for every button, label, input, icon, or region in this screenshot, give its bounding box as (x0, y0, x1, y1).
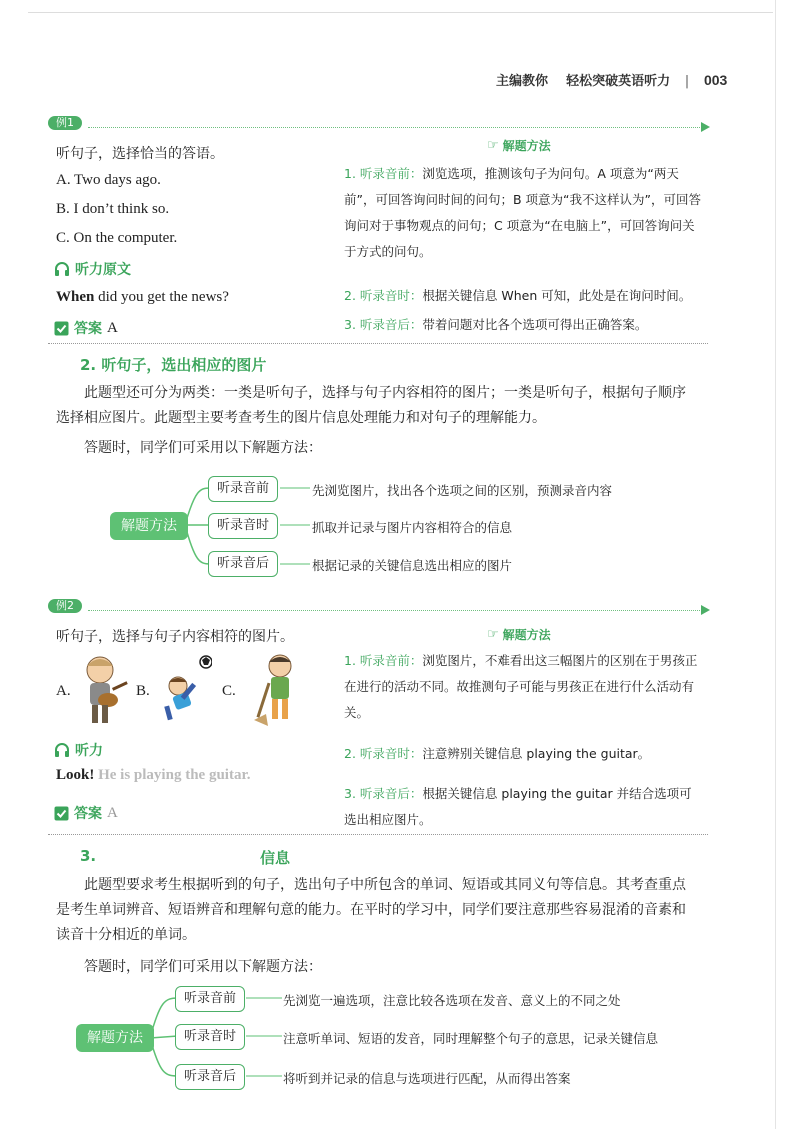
section2-paragraph: 此题型还可分为两类：一类是听句子，选择与句子内容相符的图片；一类是听句子，根据句子顺序选择相应图片。此题型主要考查考生的图片信息处理能力和对句子的理解能力。 (56, 385, 686, 426)
transcript-heading-text: 听力 (75, 743, 103, 759)
example1-method-heading (487, 137, 551, 154)
checkbox-icon (54, 806, 69, 821)
mindmap2-branch-during: 听录音时 (175, 1024, 245, 1050)
transcript-heading-text: 听力原文 (75, 262, 131, 278)
mindmap1-desc-during: 抓取并记录与图片内容相符合的信息 (312, 520, 513, 535)
mindmap2-center: 解题方法 (76, 1024, 154, 1052)
boy-sweeping-image (252, 652, 308, 728)
mindmap1-branch-after: 听录音后 (208, 551, 278, 577)
mindmap1-branch-during: 听录音时 (208, 513, 278, 539)
step-label: 2. 听录音时： (344, 746, 423, 761)
example2-option-label-a: A. (56, 683, 71, 699)
example1-step-3 (344, 312, 704, 338)
answer-label: 答案 (74, 321, 102, 337)
pointing-hand-icon: ☞ (487, 627, 499, 642)
mindmap1-desc-after: 根据记录的关键信息选出相应的图片 (312, 558, 513, 573)
example2-option-label-b: B. (136, 683, 150, 699)
section3-title-start: 3. (80, 847, 97, 865)
example2-answer (54, 803, 118, 823)
divider (88, 127, 708, 128)
example1-tag: 例1 (48, 116, 82, 130)
step-text: 浏览图片，不难看出这三幅图片的区别在于男孩正在进行的活动不同。故推测句子可能与男孩正在进行什么活动有关。 (344, 653, 698, 720)
answer-label: 答案 (74, 806, 102, 822)
method-heading-text: 解题方法 (502, 139, 551, 153)
mindmap2-desc-before: 先浏览一遍选项，注意比较各选项在发音、意义上的不同之处 (283, 993, 621, 1008)
step-text: 浏览选项，推测该句子为问句。A 项意为“两天前”，可回答询问时间的问句；B 项意为“我不这样认为”，可回答询问对于事物观点的问句；C 项意为“在电脑上”，可回答询问关于方式的问句。 (344, 166, 701, 259)
example2-instruction: 听句子，选择与句子内容相符的图片。 (56, 629, 294, 645)
example1-option-b: B. I don’t think so. (56, 201, 170, 217)
example2-bar (48, 599, 708, 613)
example2-transcript-heading (54, 740, 103, 760)
example2-method-heading (487, 626, 551, 643)
checkbox-icon (54, 321, 69, 336)
book-title: 轻松突破英语听力 (566, 74, 671, 89)
example2-transcript (56, 767, 250, 784)
example2-step-1 (344, 648, 704, 726)
step-label: 1. 听录音前： (344, 166, 423, 181)
boy-playing-guitar-image (74, 652, 130, 728)
divider (88, 610, 708, 611)
step-label: 1. 听录音前： (344, 653, 423, 668)
example2-step-3 (344, 781, 704, 833)
example1-answer (54, 318, 118, 338)
example1-option-a: A. Two days ago. (56, 172, 161, 188)
section3-paragraph: 此题型要求考生根据听到的句子，选出句子中所包含的单词、短语或其同义句等信息。其考查重点是考生单词辨音、短语辨音和理解句意的能力。在平时的学习中，同学们要注意那些容易混淆的音素和读音十分相近的单词。 (56, 877, 686, 943)
mindmap1-desc-before: 先浏览图片，找出各个选项之间的区别，预测录音内容 (312, 483, 613, 498)
mindmap2-desc-after: 将听到并记录的信息与选项进行匹配，从而得出答案 (283, 1071, 571, 1086)
mindmap2-desc-during: 注意听单词、短语的发音，同时理解整个句子的意思，记录关键信息 (283, 1031, 659, 1046)
page-edge (775, 0, 776, 1129)
step-label: 2. 听录音时： (344, 288, 423, 303)
step-label: 3. 听录音后： (344, 317, 423, 332)
transcript-rest: did you get the news? (94, 289, 229, 305)
transcript-faded: He is playing the guitar. (98, 767, 251, 783)
method-heading-text: 解题方法 (502, 628, 551, 642)
example2-option-label-c: C. (222, 683, 236, 699)
example1-transcript (56, 289, 229, 306)
section2-method-intro: 答题时，同学们可采用以下解题方法： (84, 440, 322, 456)
example1-transcript-heading (54, 259, 131, 279)
arrow-icon (701, 122, 710, 132)
example2-tag: 例2 (48, 599, 82, 613)
section3-method-intro: 答题时，同学们可采用以下解题方法： (84, 959, 322, 975)
step-text: 根据关键信息 playing the guitar 并结合选项可选出相应图片。 (344, 786, 692, 827)
answer-value: A (107, 319, 118, 336)
section3-title-end: 信息 (260, 849, 291, 867)
pointing-hand-icon: ☞ (487, 138, 499, 153)
step-text: 带着问题对比各个选项可得出正确答案。 (422, 317, 648, 332)
transcript-keyword: When (56, 289, 95, 305)
example2-step-2 (344, 741, 704, 767)
headphones-icon (54, 261, 70, 277)
arrow-icon (701, 605, 710, 615)
example1-step-2 (344, 283, 704, 309)
section2-title: 2. 听句子，选出相应的图片 (80, 356, 267, 374)
series-name: 主编教你 (496, 74, 549, 89)
mindmap2-branch-before: 听录音前 (175, 986, 245, 1012)
example1-instruction: 听句子，选择恰当的答语。 (56, 146, 224, 162)
page-number: 003 (703, 72, 728, 88)
answer-value: A (107, 804, 118, 821)
mindmap1-branch-before: 听录音前 (208, 476, 278, 502)
divider (48, 834, 708, 835)
headphones-icon (54, 742, 70, 758)
step-text: 根据关键信息 When 可知，此处是在询问时间。 (422, 288, 692, 303)
mindmap2-branch-after: 听录音后 (175, 1064, 245, 1090)
step-text: 注意辨别关键信息 playing the guitar。 (422, 746, 651, 761)
divider (48, 343, 708, 344)
boy-kicking-ball-image (156, 652, 212, 728)
transcript-start: Look! (56, 767, 99, 783)
header-separator: | (684, 74, 690, 89)
top-border (28, 12, 773, 13)
example1-option-c: C. On the computer. (56, 230, 178, 246)
step-label: 3. 听录音后： (344, 786, 423, 801)
example1-step-1 (344, 161, 704, 265)
page-header (496, 70, 727, 89)
example1-bar (48, 116, 708, 130)
mindmap1-center: 解题方法 (110, 512, 188, 540)
